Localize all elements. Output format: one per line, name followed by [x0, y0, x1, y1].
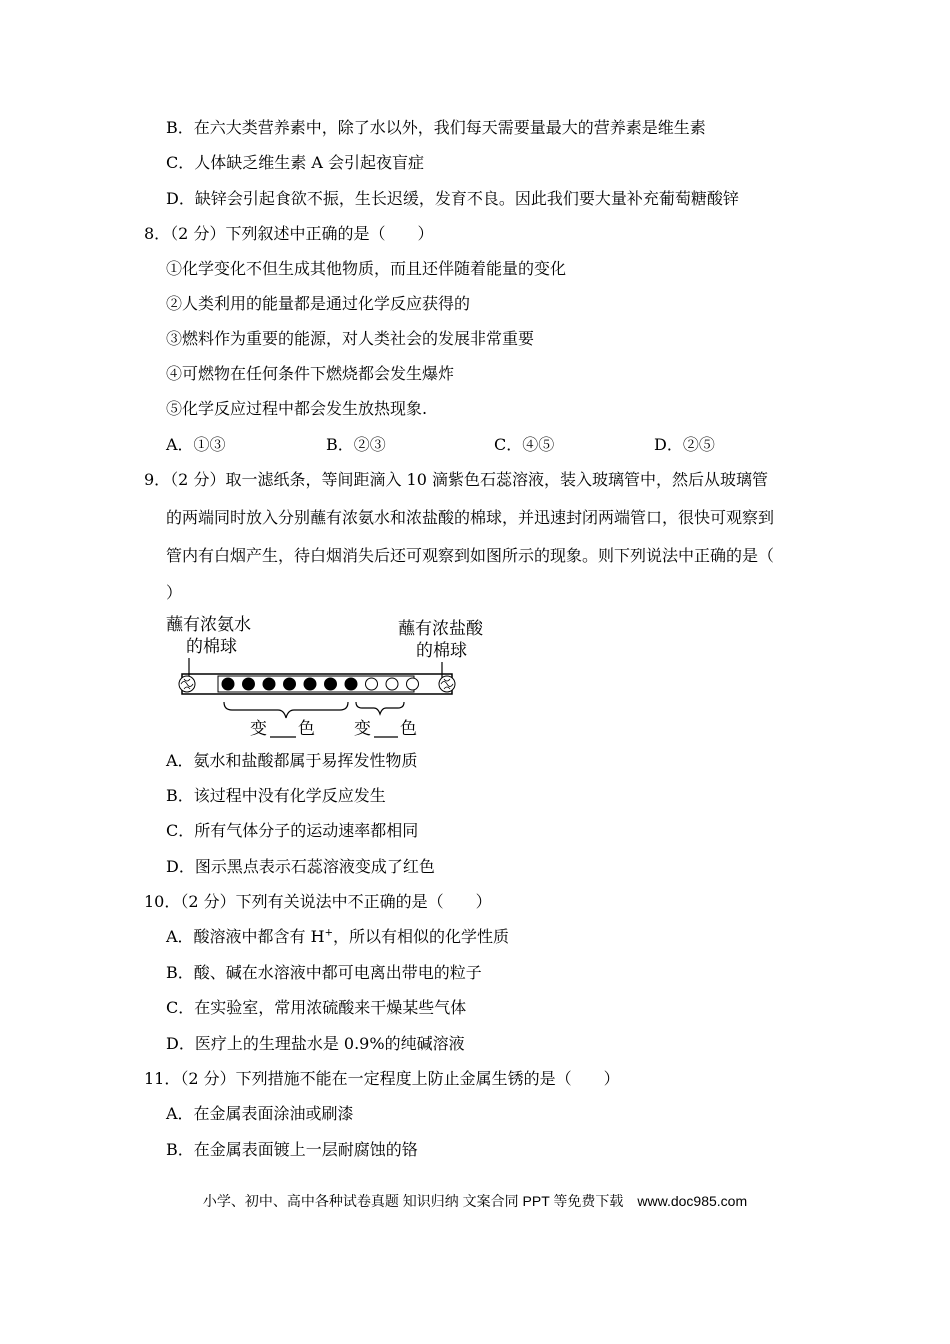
q7-option-c: C．人体缺乏维生素 A 会引起夜盲症: [166, 153, 424, 172]
q8-statement-3: ③燃料作为重要的能源，对人类社会的发展非常重要: [166, 329, 535, 348]
q8-statement-4: ④可燃物在任何条件下燃烧都会发生爆炸: [166, 364, 455, 383]
cotton-ball-left: [179, 676, 195, 692]
bottom-right-se: 色: [400, 719, 417, 739]
q11-option-a: A．在金属表面涂油或刷漆: [166, 1104, 354, 1123]
q8-choice-d: D．②⑤: [654, 435, 715, 454]
q8-choice-a: A．①③: [166, 435, 226, 454]
q10-option-a: [166, 926, 509, 948]
q9-stem-line-2: 的两端同时放入分别蘸有浓氨水和浓盐酸的棉球，并迅速封闭两端管口，很快可观察到: [166, 508, 775, 527]
q8-statement-5: ⑤化学反应过程中都会发生放热现象.: [166, 399, 428, 418]
cotton-ball-right: [439, 676, 455, 692]
q10-option-d: D．医疗上的生理盐水是 0.9%的纯碱溶液: [166, 1034, 465, 1053]
q8-choice-b: B．②③: [326, 435, 386, 454]
litmus-dot-white: [366, 678, 378, 690]
q9-option-d: D．图示黑点表示石蕊溶液变成了红色: [166, 857, 435, 876]
q8-choice-c: C．④⑤: [494, 435, 555, 454]
q11-option-b: B．在金属表面镀上一层耐腐蚀的铬: [166, 1140, 418, 1159]
q9-stem-line-4: ）: [166, 583, 183, 602]
litmus-dot-white: [407, 678, 419, 690]
q9-option-a: A．氨水和盐酸都属于易挥发性物质: [166, 751, 418, 770]
brace-left: [224, 702, 348, 718]
bottom-right-bian: 变: [354, 719, 371, 739]
q9-option-b: B．该过程中没有化学反应发生: [166, 786, 386, 805]
q11-stem: 11．（2 分）下列措施不能在一定程度上防止金属生锈的是（ ）: [144, 1069, 620, 1088]
q9-stem-line-1: 9．（2 分）取一滤纸条，等间距滴入 10 滴紫色石蕊溶液，装入玻璃管中，然后从玻璃管: [144, 470, 768, 489]
q10-option-b: B．酸、碱在水溶液中都可电离出带电的粒子: [166, 963, 482, 982]
label-hcl-line1: 蘸有浓盐酸: [398, 619, 483, 639]
q7-option-b: B．在六大类营养素中，除了水以外，我们每天需要量最大的营养素是维生素: [166, 118, 706, 137]
q10-option-a-sup: +: [324, 927, 333, 939]
litmus-dot-black: [304, 678, 316, 690]
litmus-dot-black: [222, 678, 234, 690]
litmus-dot-black: [284, 678, 296, 690]
q10-option-c: C．在实验室，常用浓硫酸来干燥某些气体: [166, 998, 467, 1017]
q8-statement-1: ①化学变化不但生成其他物质，而且还伴随着能量的变化: [166, 259, 567, 278]
bottom-left-bian: 变: [250, 719, 267, 739]
q8-stem: 8．（2 分）下列叙述中正确的是（ ）: [144, 224, 434, 243]
litmus-dots: [222, 678, 419, 690]
q9-figure: [160, 610, 500, 745]
q10-stem: 10．（2 分）下列有关说法中不正确的是（ ）: [144, 892, 492, 911]
litmus-dot-black: [243, 678, 255, 690]
litmus-dot-black: [325, 678, 337, 690]
litmus-dot-black: [263, 678, 275, 690]
q9-option-c: C．所有气体分子的运动速率都相同: [166, 821, 419, 840]
label-ammonia-line1: 蘸有浓氨水: [166, 615, 251, 635]
q9-stem-line-3: 管内有白烟产生，待白烟消失后还可观察到如图所示的现象。则下列说法中正确的是（: [166, 546, 775, 565]
litmus-dot-white: [386, 678, 398, 690]
q7-option-d: D．缺锌会引起食欲不振，生长迟缓，发育不良。因此我们要大量补充葡萄糖酸锌: [166, 189, 739, 208]
q10-option-a-pre: A．酸溶液中都含有 H: [166, 927, 325, 946]
q8-statement-2: ②人类利用的能量都是通过化学反应获得的: [166, 294, 471, 313]
label-ammonia-line2: 的棉球: [186, 637, 237, 657]
q10-option-a-post: ，所以有相似的化学性质: [333, 927, 510, 946]
label-hcl-line2: 的棉球: [416, 641, 467, 661]
litmus-dot-black: [345, 678, 357, 690]
page-footer: 小学、初中、高中各种试卷真题 知识归纳 文案合同 PPT 等免费下载 www.doc985.com: [202, 1193, 748, 1209]
brace-right: [356, 702, 404, 714]
bottom-left-se: 色: [298, 719, 315, 739]
